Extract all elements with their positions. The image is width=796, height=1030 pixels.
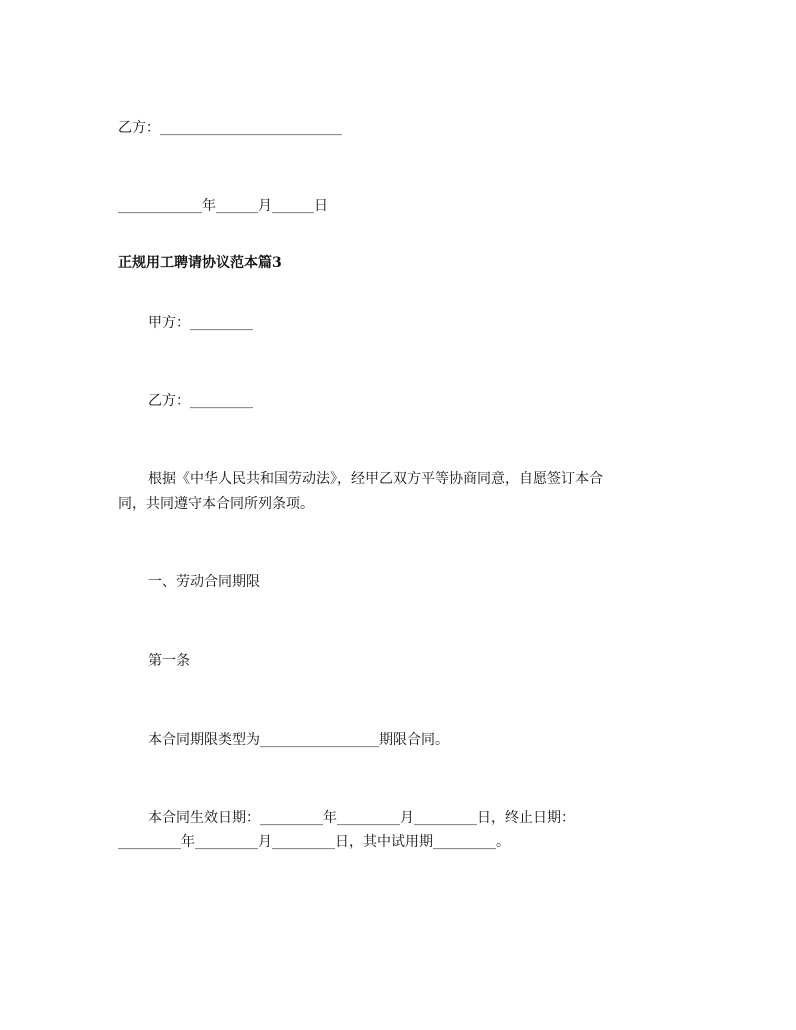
party-a-line: 甲方：_________ (148, 315, 253, 331)
article-heading: 第一条 (148, 653, 190, 669)
effective-date-line-2: _________年_________月_________日，其中试用期_________。 (118, 834, 510, 850)
signature-date-line: ____________年______月______日 (118, 198, 328, 214)
preamble-line-1: 根据《中华人民共和国劳动法》，经甲乙双方平等协商同意，自愿签订本合 (148, 471, 603, 487)
preamble-line-2: 同，共同遵守本合同所列条项。 (118, 496, 314, 512)
effective-date-line-1: 本合同生效日期：_________年_________月_________日，终止日期： (148, 810, 575, 826)
chapter-heading: 一、劳动合同期限 (148, 574, 260, 590)
contract-type-line: 本合同期限类型为_________________期限合同。 (148, 732, 449, 748)
section-title: 正规用工聘请协议范本篇3 (118, 255, 282, 271)
party-b-signature-line: 乙方：__________________________ (118, 120, 342, 136)
party-b-line: 乙方：_________ (148, 393, 253, 409)
